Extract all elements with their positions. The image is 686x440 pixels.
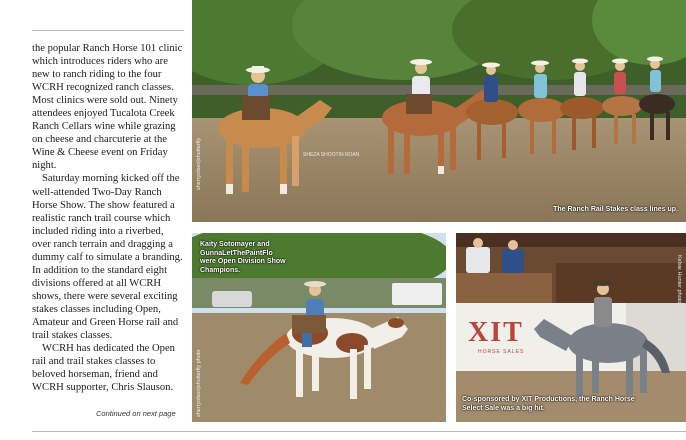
bottom-left-credit: sherryolsen|shutterfly photo (196, 349, 202, 417)
continued-note: Continued on next page (96, 409, 176, 418)
photo-ranch-rail-lineup (192, 0, 686, 222)
bottom-right-caption: Co-sponsored by XIT Productions, the Ranch Horse Select Sale was a big hit. (462, 396, 635, 412)
article-column (32, 42, 184, 394)
bottom-right-credit: Kelsie Hunter photo (676, 255, 682, 304)
article-paragraph-1: the popular Ranch Horse 101 clinic which introduces riders who are new to ranch riding to the four WCRH recognized ranch classes. Most clinics were sold out. Ninety attendees enjoyed Tucalota Creek Ranch Cellars wine while grazing on cheese and charcuterie at the Wine & Cheese event on Friday night. (32, 43, 183, 172)
top-rule (32, 30, 184, 31)
top-photo-credit: sherryolsen|shutterfly (196, 137, 202, 190)
article-paragraph-2: Saturday morning kicked off the well-attended Two-Day Ranch Horse Show. The show featured a realistic ranch trail course which included riding into a riverbed, over ranch terrain and dragging a dummy calf to simulate a branding. In addition to the standard eight divisions offered at all WCRH shows, there were several exciting stakes classes including Open, Amateur and Green Horse rail and trail stakes classes. (32, 173, 183, 342)
xit-banner-subtitle: HORSE SALES (478, 349, 525, 355)
photo-ranch-horse-select-sale (456, 233, 686, 422)
ranch-rail-lineup-illustration (192, 0, 686, 222)
bottom-rule (32, 431, 686, 432)
top-photo-watermark: SHEZA SHOOTIN ROAN (303, 152, 360, 158)
bottom-left-caption: Kaity Sotomayer and GunnaLetThePaintFlo were Open Division Show Champions. (200, 241, 286, 274)
article-paragraph-3: WCRH has dedicated the Open rail and trail stakes classes to beloved horseman, friend and WCRH supporter, Chris Slauson. (32, 343, 175, 394)
photo-open-division-champions (192, 233, 446, 422)
top-photo-caption: The Ranch Rail Stakes class lines up. (553, 206, 678, 214)
xit-banner-logo: XIT (468, 317, 524, 348)
